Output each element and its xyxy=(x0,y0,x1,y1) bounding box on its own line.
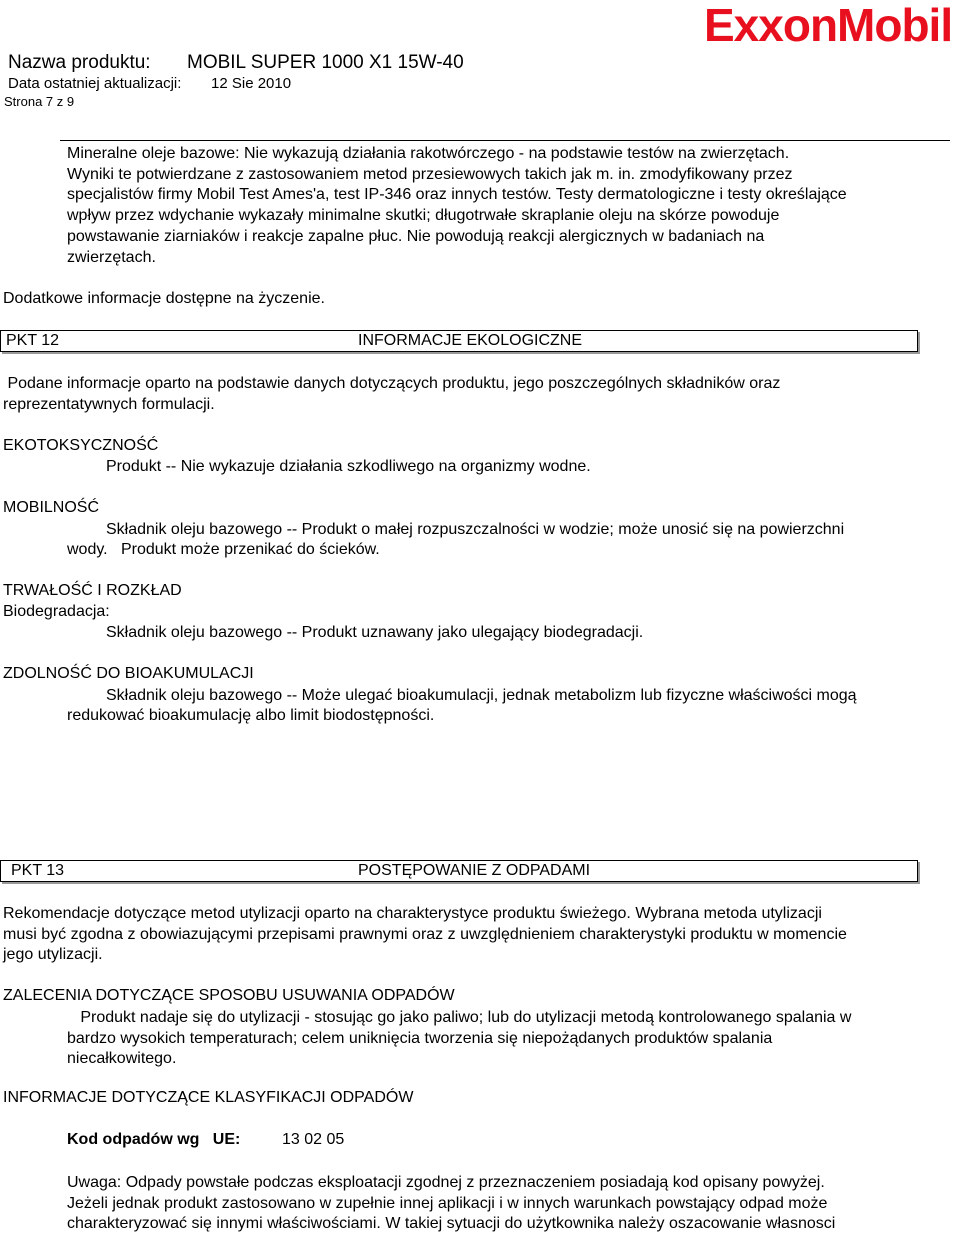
pkt12-intro xyxy=(3,374,780,415)
biodegradacja-heading: Biodegradacja: xyxy=(3,603,110,620)
section-header-pkt12 xyxy=(0,330,918,352)
klasyfikacja-heading: INFORMACJE DOTYCZĄCE KLASYFIKACJI ODPADÓW xyxy=(3,1089,414,1106)
zalecenia-text xyxy=(67,1008,851,1070)
zalecenia-heading: ZALECENIA DOTYCZĄCE SPOSOBU USUWANIA ODPADÓW xyxy=(3,987,455,1004)
text-line: jego utylizacji. xyxy=(3,946,103,964)
text-line: Podane informacje oparto na podstawie danych dotyczących produktu, jego poszczególnych składników oraz xyxy=(3,375,781,392)
section-title: INFORMACJE EKOLOGICZNE xyxy=(358,332,583,349)
biodegradacja-text: Składnik oleju bazowego -- Produkt uznawany jako ulegający biodegradacji. xyxy=(106,624,644,641)
text-line: Uwaga: Odpady powstałe podczas eksploatacji zgodnej z przeznaczeniem posiadają kod opisany powyżej. xyxy=(67,1174,825,1191)
section-title: POSTĘPOWANIE Z ODPADAMI xyxy=(358,862,591,879)
section-number: PKT 13 xyxy=(11,862,65,879)
waste-code-value: 13 02 05 xyxy=(282,1131,345,1148)
text-line: wpływ przez wdychanie wykazały minimalne skutki; długotrwałe skraplanie oleju na skórze powoduje xyxy=(67,207,780,225)
text-line: powstawanie ziarniaków i reakcje zapalne płuc. Nie powodują reakcji alergicznych w badaniach na xyxy=(67,227,765,245)
mobilnosc-text-1: Składnik oleju bazowego -- Produkt o małej rozpuszczalności w wodzie; może unosić się na powierzchni xyxy=(106,521,845,538)
pkt13-intro xyxy=(3,904,847,966)
text-line: niecałkowitego. xyxy=(67,1050,177,1068)
product-name: MOBIL SUPER 1000 X1 15W-40 xyxy=(187,52,464,73)
text-line: Produkt nadaje się do utylizacji - stosując go jako paliwo; lub do utylizacji metodą kontrolowanego spalania w xyxy=(67,1009,852,1026)
product-label: Nazwa produktu: xyxy=(8,52,151,73)
text-line: musi być zgodna z obowiazującymi przepisami prawnymi oraz z uwzględnieniem charakterystyki produktu w momencie xyxy=(3,925,847,943)
text-line: bardzo wysokich temperaturach; celem uniknięcia tworzenia się niepożądanych produktów spalania xyxy=(67,1029,773,1047)
bioakumulacja-heading: ZDOLNOŚĆ DO BIOAKUMULACJI xyxy=(3,665,254,682)
text-line: charakteryzować się innymi właściwościami. W takiej sytuacji do użytkownika należy oszacowanie własnosci xyxy=(67,1215,836,1233)
text-line: reprezentatywnych formulacji. xyxy=(3,395,215,413)
text-line: zwierzętach. xyxy=(67,248,156,266)
ekotoksycznosc-text: Produkt -- Nie wykazuje działania szkodliwego na organizmy wodne. xyxy=(106,458,591,475)
bioakumulacja-text-2: redukować bioakumulację albo limit biodostępności. xyxy=(67,707,435,724)
uwaga-text xyxy=(67,1173,835,1235)
text-line: Wyniki te potwierdzane z zastosowaniem metod przesiewowych takich jak m. in. zmodyfikowany przez xyxy=(67,165,793,183)
intro-paragraph xyxy=(67,144,847,268)
section-header-pkt13 xyxy=(0,860,918,882)
page-number: Strona 7 z 9 xyxy=(4,94,75,109)
date-value: 12 Sie 2010 xyxy=(211,75,292,92)
section-number: PKT 12 xyxy=(6,332,60,349)
bioakumulacja-text-1: Składnik oleju bazowego -- Może ulegać bioakumulacji, jednak metabolizm lub fizyczne właściwości mogą xyxy=(106,687,857,704)
header-divider xyxy=(60,140,950,141)
trwalosc-heading: TRWAŁOŚĆ I ROZKŁAD xyxy=(3,582,182,599)
date-label: Data ostatniej aktualizacji: xyxy=(8,75,182,92)
exxonmobil-logo: ExxonMobil xyxy=(704,0,953,51)
text-line: specjalistów firmy Mobil Test Ames'a, test IP-346 oraz innych testów. Testy dermatologiczne i testy określające xyxy=(67,186,847,204)
text-line: Mineralne oleje bazowe: Nie wykazują działania rakotwórczego - na podstawie testów na zwierzętach. xyxy=(67,145,790,162)
text-line: Rekomendacje dotyczące metod utylizacji oparto na charakterystyce produktu świeżego. Wybrana metoda utylizacji xyxy=(3,905,822,922)
ekotoksycznosc-heading: EKOTOKSYCZNOŚĆ xyxy=(3,437,159,454)
extra-info: Dodatkowe informacje dostępne na życzenie. xyxy=(3,290,325,307)
mobilnosc-heading: MOBILNOŚĆ xyxy=(3,499,100,516)
text-line: Jeżeli jednak produkt zastosowano w zupełnie innej aplikacji i w innych warunkach powstający odpad może xyxy=(67,1194,828,1212)
mobilnosc-text-2: wody. Produkt może przenikać do ścieków. xyxy=(67,541,380,558)
waste-code-label: Kod odpadów wg UE: xyxy=(67,1131,241,1148)
